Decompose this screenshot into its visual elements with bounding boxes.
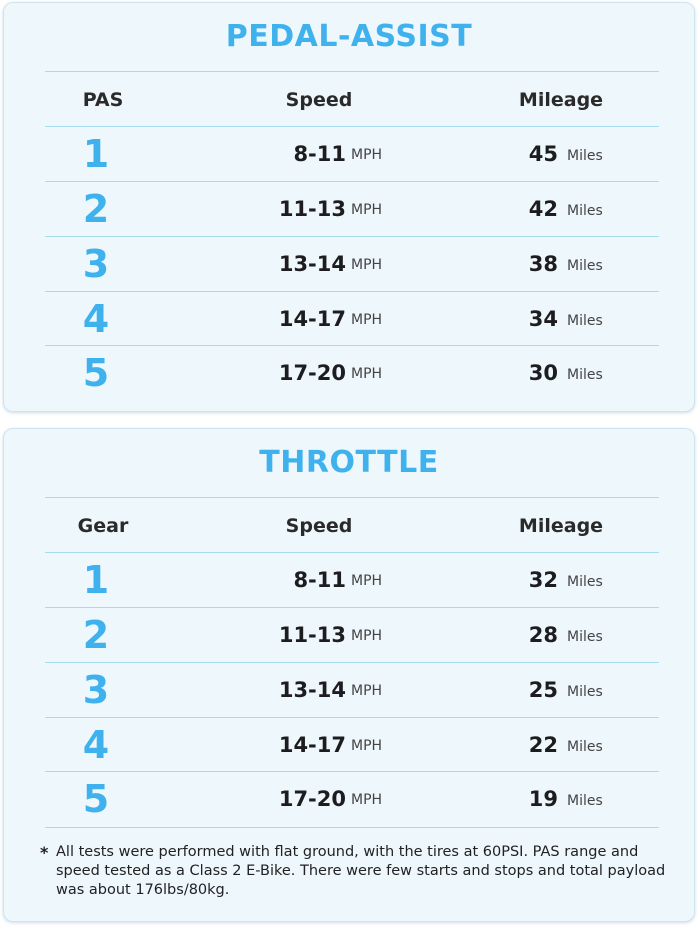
mileage-unit: Miles <box>567 148 603 164</box>
speed-value: 8-11 <box>293 568 346 592</box>
mileage-unit: Miles <box>567 684 603 700</box>
mileage-header: Mileage <box>518 515 604 537</box>
speed-unit: MPH <box>351 312 383 328</box>
speed-unit: MPH <box>351 366 383 382</box>
footnote-marker: * <box>40 843 49 862</box>
pedal-assist-card <box>3 2 695 412</box>
table-row <box>4 553 696 607</box>
mileage-unit: Miles <box>567 629 603 645</box>
speed-value: 11-13 <box>278 623 346 647</box>
gear-level: 2 <box>82 613 110 657</box>
mileage-value: 34 <box>528 307 558 331</box>
mileage-unit: Miles <box>567 574 603 590</box>
speed-unit: MPH <box>351 573 383 589</box>
mileage-value: 45 <box>528 142 558 166</box>
gear-level: 5 <box>82 777 110 821</box>
table-row <box>4 237 696 291</box>
table-row <box>4 608 696 662</box>
pas-level: 5 <box>82 351 110 395</box>
mileage-value: 38 <box>528 252 558 276</box>
speed-value: 17-20 <box>278 787 346 811</box>
gear-level: 3 <box>82 668 110 712</box>
mileage-value: 25 <box>528 678 558 702</box>
speed-unit: MPH <box>351 202 383 218</box>
mileage-header: Mileage <box>518 89 604 111</box>
speed-value: 14-17 <box>278 307 346 331</box>
pas-header: PAS <box>82 89 124 111</box>
throttle-card <box>3 428 695 922</box>
divider <box>45 71 659 72</box>
pas-level: 4 <box>82 297 110 341</box>
speed-value: 14-17 <box>278 733 346 757</box>
mileage-value: 19 <box>528 787 558 811</box>
speed-unit: MPH <box>351 147 383 163</box>
throttle-title: THROTTLE <box>259 445 439 480</box>
gear-level: 1 <box>82 558 110 602</box>
mileage-unit: Miles <box>567 367 603 383</box>
pas-level: 1 <box>82 132 110 176</box>
speed-value: 11-13 <box>278 197 346 221</box>
divider <box>45 827 659 828</box>
speed-value: 8-11 <box>293 142 346 166</box>
mileage-unit: Miles <box>567 258 603 274</box>
table-row <box>4 127 696 181</box>
footnote <box>40 843 680 900</box>
mileage-value: 22 <box>528 733 558 757</box>
pas-level: 3 <box>82 242 110 286</box>
mileage-unit: Miles <box>567 739 603 755</box>
table-row <box>4 772 696 826</box>
mileage-unit: Miles <box>567 313 603 329</box>
gear-header: Gear <box>77 515 129 537</box>
speed-header: Speed <box>285 89 353 111</box>
table-row <box>4 718 696 772</box>
mileage-value: 28 <box>528 623 558 647</box>
speed-unit: MPH <box>351 628 383 644</box>
speed-value: 13-14 <box>278 252 346 276</box>
mileage-unit: Miles <box>567 793 603 809</box>
speed-value: 17-20 <box>278 361 346 385</box>
speed-value: 13-14 <box>278 678 346 702</box>
pas-level: 2 <box>82 187 110 231</box>
speed-unit: MPH <box>351 792 383 808</box>
speed-unit: MPH <box>351 738 383 754</box>
speed-header: Speed <box>285 515 353 537</box>
mileage-value: 42 <box>528 197 558 221</box>
table-row <box>4 292 696 346</box>
mileage-value: 32 <box>528 568 558 592</box>
mileage-value: 30 <box>528 361 558 385</box>
table-row <box>4 663 696 717</box>
mileage-unit: Miles <box>567 203 603 219</box>
gear-level: 4 <box>82 723 110 767</box>
table-row <box>4 346 696 400</box>
divider <box>45 497 659 498</box>
speed-unit: MPH <box>351 683 383 699</box>
table-row <box>4 182 696 236</box>
footnote-text: All tests were performed with flat ground, with the tires at 60PSI. PAS range and speed tested as a Class 2 E-Bike. There were few starts and stops and total payload was about 176lbs/80kg. <box>56 844 666 898</box>
speed-unit: MPH <box>351 257 383 273</box>
pedal-assist-title: PEDAL-ASSIST <box>225 19 473 54</box>
